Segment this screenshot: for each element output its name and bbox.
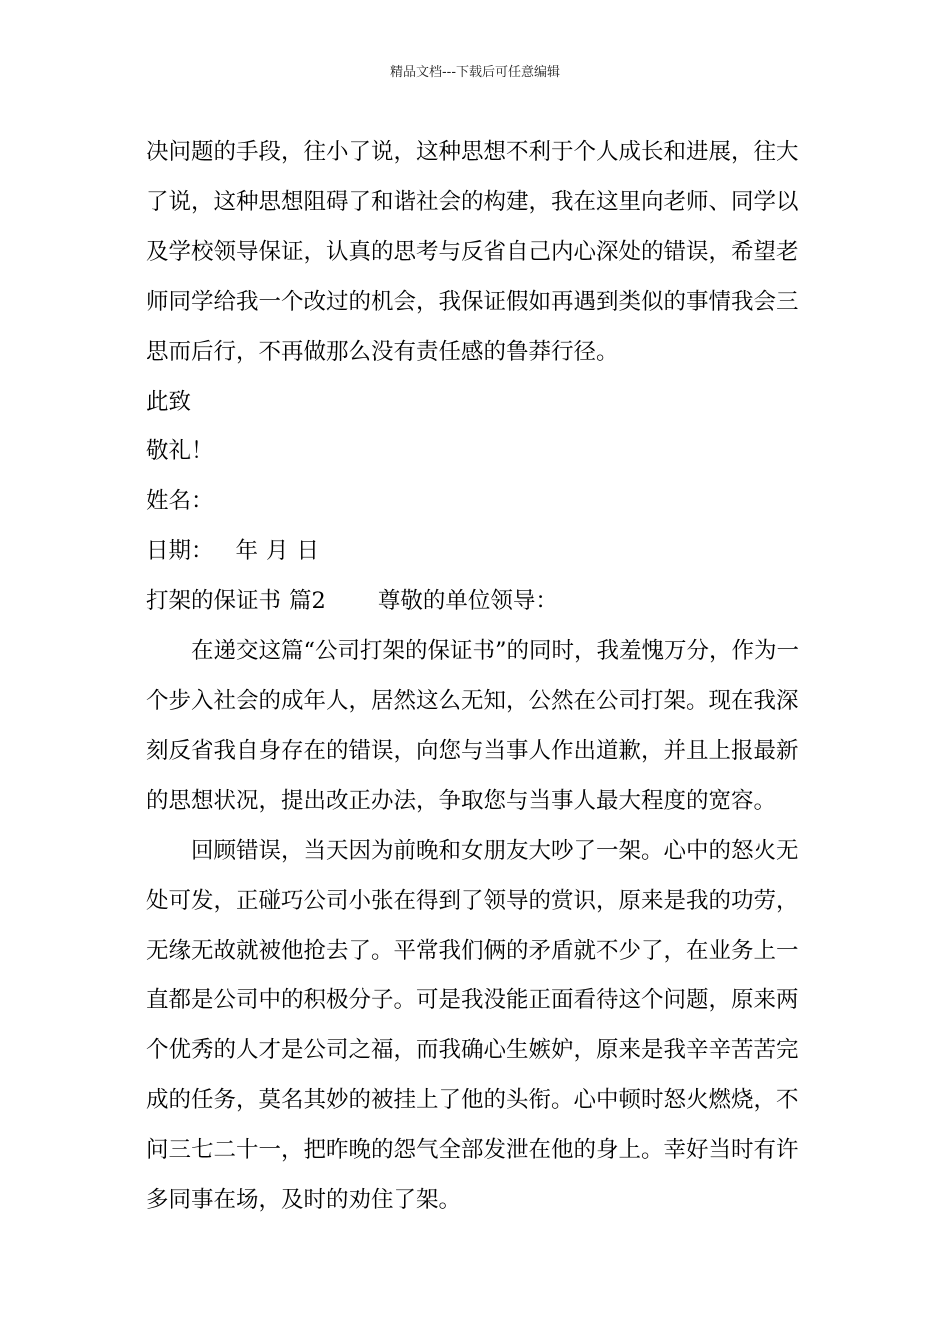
section-heading bbox=[146, 577, 810, 627]
date-month: 月 bbox=[266, 538, 289, 565]
page-header: 精品文档---下载后可任意编辑 bbox=[389, 65, 561, 80]
continuation-paragraph: 决问题的手段，往小了说，这种思想不利于个人成长和进展，往大了说，这种思想阻碍了和谐社会的构建，我在这里向老师、同学以及学校领导保证，认真的思考与反省自己内心深处的错误，希望老师同学给我一个改过的机会，我保证假如再遇到类似的事情我会三思而后行，不再做那么没有责任感的鲁莽行径。 bbox=[146, 139, 799, 365]
date-line bbox=[146, 527, 810, 577]
document-body bbox=[146, 128, 810, 1226]
section-number: 篇2 bbox=[289, 588, 326, 615]
date-day: 日 bbox=[296, 538, 320, 565]
date-year: 年 bbox=[235, 538, 259, 565]
closing-line-1: 此致 bbox=[146, 388, 192, 415]
paragraph-2: 回顾错误，当天因为前晚和女朋友大吵了一架。心中的怒火无处可发，正碰巧公司小张在得到了领导的赏识，原来是我的功劳，无缘无故就被他抢去了。平常我们俩的矛盾就不少了，在业务上一直都是公司中的积极分子。可是我没能正面看待这个问题，原来两个优秀的人才是公司之福，而我确心生嫉妒，原来是我辛辛苦苦完成的任务，莫名其妙的被挂上了他的头衔。心中顿时怒火燃烧，不问三七二十一，把昨晚的怨气全部发泄在他的身上。幸好当时有许多同事在场，及时的劝住了架。 bbox=[146, 837, 799, 1214]
name-line: 姓名： bbox=[146, 488, 214, 515]
salutation: 尊敬的单位领导： bbox=[377, 588, 558, 615]
closing-line-2: 敬礼！ bbox=[146, 438, 214, 465]
paragraph-1: 在递交这篇“公司打架的保证书”的同时，我羞愧万分，作为一个步入社会的成年人，居然这么无知，公然在公司打架。现在我深刻反省我自身存在的错误，向您与当事人作出道歉，并且上报最新的思想状况，提出改正办法，争取您与当事人最大程度的宽容。 bbox=[146, 638, 800, 814]
section-title: 打架的保证书 bbox=[146, 588, 282, 615]
date-label: 日期： bbox=[146, 538, 214, 565]
